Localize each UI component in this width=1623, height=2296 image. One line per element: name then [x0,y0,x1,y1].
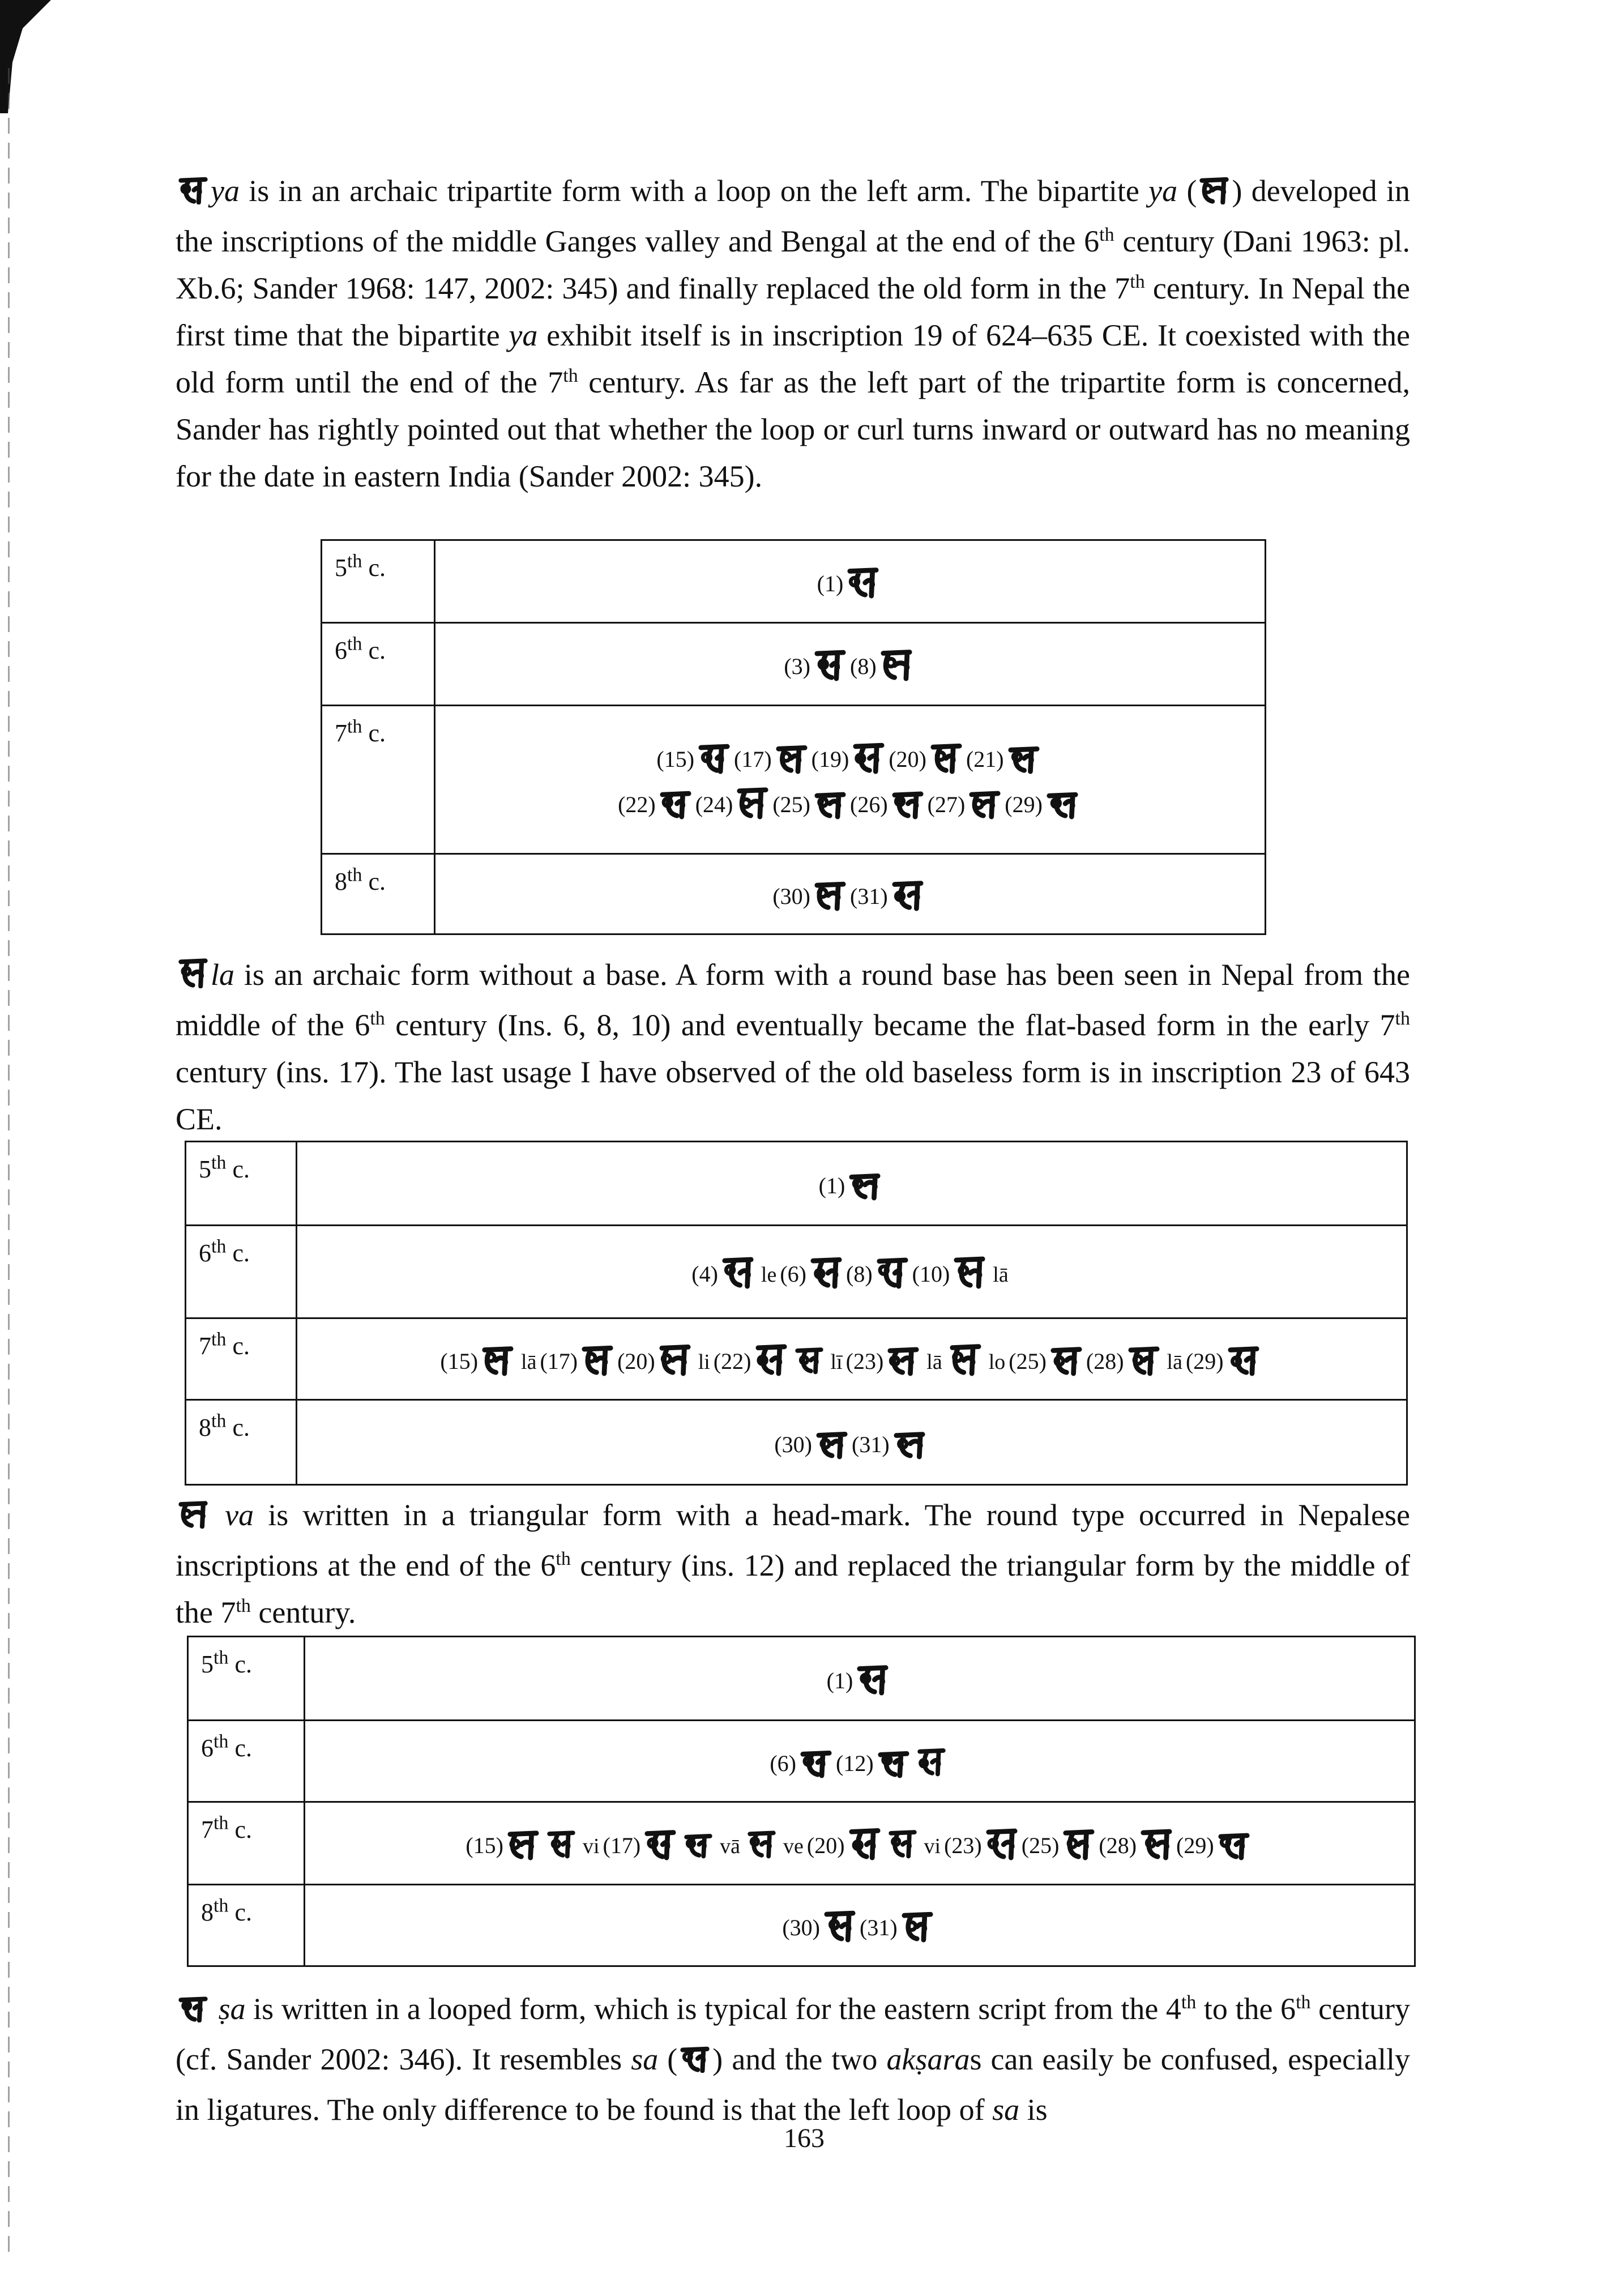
inscription-number: (30) [774,1431,812,1457]
body-text: ) and the two [712,2042,887,2076]
paragraph-va [176,1492,1410,1636]
aksara-glyph-icon [1197,171,1232,218]
table-row [322,540,1266,623]
inscription-number: (8) [850,653,877,679]
aksara-form-glyph [800,1744,832,1779]
inscription-number: (31) [850,883,888,909]
italic-term: ya [509,318,538,352]
superscript: th [211,1329,227,1350]
aksara-form-glyph [848,1166,881,1201]
aksara-form-glyph [795,1342,824,1377]
inscription-number: (19) [811,746,849,772]
body-text: century. As far as the left part of the tripartite form is concerned, Sander has rightly pointed out that whether the loop or curl turns inward or outward has no meaning for the date in eastern India (Sander 2002: 345). [176,365,1410,493]
aksara-form-glyph [1227,1342,1260,1377]
body-text: century (ins. 17). The last usage I have observed of the old baseless form is in inscription 23 of 643 CE. [176,1055,1410,1136]
inscription-number: (15) [465,1832,503,1858]
superscript: th [1130,271,1145,292]
aksara-form-glyph [856,1661,889,1696]
century-number: 7 [199,1332,211,1360]
century-suffix: c. [362,868,386,895]
vowel-form-label: lī [830,1350,843,1374]
inscription-number: (25) [772,791,810,817]
aksara-glyph-shape [176,174,211,204]
aksara-form-glyph [985,1826,1018,1861]
aksara-form-glyph [698,740,731,775]
century-suffix: c. [226,1155,250,1183]
inscription-number: (30) [782,1914,820,1940]
aksara-form-glyph [814,785,847,820]
forms-line [435,647,1265,682]
vowel-form-label: ve [783,1834,804,1858]
aksara-form-glyph [659,785,692,820]
century-cell [186,1400,297,1485]
aksara-glyph-shape [1197,174,1232,204]
aksara-form-glyph [823,1908,856,1943]
inscription-number: (31) [860,1914,898,1940]
aksara-form-glyph [1062,1826,1095,1861]
aksara-glyph-shape [176,1498,211,1529]
table-la-evolution [185,1141,1408,1486]
scan-edge-line [8,68,10,2254]
inscription-number: (29) [1176,1832,1214,1858]
century-number: 7 [335,719,347,747]
century-cell [186,1142,297,1226]
table-va-evolution [187,1636,1416,1967]
superscript: th [347,550,362,572]
inscription-number: (6) [780,1261,806,1287]
aksara-form-glyph [814,877,847,912]
aksara-form-glyph [917,1744,946,1779]
forms-cell [297,1400,1407,1485]
forms-cell [435,706,1266,854]
body-text [211,1992,219,2026]
aksara-form-glyph [930,740,963,775]
aksara-glyph-icon [176,1989,211,2036]
aksara-form-glyph [481,1342,514,1377]
century-number: 7 [201,1816,213,1843]
body-text: ( [658,2042,678,2076]
paragraph-sha [176,1986,1410,2133]
aksara-form-glyph [810,1254,843,1290]
inscription-number: (22) [618,791,656,817]
century-cell [322,623,435,706]
century-suffix: c. [226,1332,250,1360]
inscription-number: (31) [852,1431,890,1457]
body-text: century (ins. 12) and replaced the triangular form by the middle of the 7 [176,1548,1410,1629]
aksara-form-glyph [659,1342,691,1377]
forms-cell [305,1885,1415,1966]
aksara-glyph-shape [176,1992,211,2022]
vowel-form-label: lā [993,1262,1009,1287]
century-number: 6 [199,1239,211,1267]
inscription-number: (24) [695,791,733,817]
aksara-form-glyph [968,785,1001,820]
century-number: 5 [199,1155,211,1183]
forms-line [435,564,1265,599]
italic-term: sa [631,2042,659,2076]
aksara-form-glyph [1046,785,1079,820]
paragraph-la [176,951,1410,1143]
table-row [186,1400,1407,1485]
body-text: exhibit itself is in inscription 19 of 624–635 CE. It coexisted with the old form until the end of the 7 [176,318,1410,399]
aksara-form-glyph [901,1908,934,1943]
superscript: th [563,365,578,386]
century-number: 8 [201,1898,213,1926]
table-row [186,1142,1407,1226]
body-text: is written in a looped form, which is typical for the eastern script from the 4 [245,1992,1181,2026]
table-row [188,1802,1415,1885]
century-cell [186,1318,297,1400]
forms-cell [297,1226,1407,1318]
vowel-form-label: lo [988,1350,1006,1374]
superscript: th [1099,224,1114,245]
century-cell [188,1721,305,1802]
superscript: th [213,1895,229,1917]
inscription-number: (20) [617,1348,655,1374]
inscription-number: (25) [1009,1348,1047,1374]
forms-cell [435,623,1266,706]
aksara-form-glyph [893,1425,926,1460]
forms-line [435,785,1265,820]
aksara-form-glyph [775,740,808,775]
aksara-form-glyph [847,564,879,599]
italic-term: ya [1148,174,1178,208]
aksara-glyph-icon [176,171,211,218]
aksara-form-glyph [891,785,924,820]
vowel-form-label: li [698,1350,710,1374]
superscript: th [347,864,362,886]
inscription-number: (28) [1099,1832,1137,1858]
inscription-number: (1) [817,570,844,596]
inscription-number: (23) [845,1348,884,1374]
table-row [188,1885,1415,1966]
aksara-form-glyph [721,1254,754,1290]
superscript: th [236,1595,251,1616]
inscription-number: (12) [836,1750,874,1776]
century-suffix: c. [362,719,386,747]
forms-line [435,877,1265,912]
inscription-number: (17) [603,1832,641,1858]
forms-cell [297,1318,1407,1400]
inscription-number: (20) [889,746,926,772]
page-number: 163 [784,2123,825,2153]
aksara-form-glyph [953,1254,986,1290]
superscript: th [1181,1992,1197,2013]
century-suffix: c. [228,1816,252,1843]
inscription-number: (22) [713,1348,751,1374]
superscript: th [556,1548,571,1569]
body-text: is [1019,2093,1048,2127]
aksara-form-glyph [684,1826,713,1861]
aksara-form-glyph [507,1826,540,1861]
italic-term: ṣa [218,1992,246,2026]
aksara-form-glyph [1127,1342,1160,1377]
century-number: 8 [335,868,347,895]
superscript: th [211,1410,227,1432]
italic-term: ya [211,174,240,208]
aksara-form-glyph [876,1254,909,1290]
inscription-number: (1) [826,1667,853,1693]
body-text: ( [1177,174,1197,208]
century-suffix: c. [226,1239,250,1267]
superscript: th [211,1152,227,1173]
inscription-number: (23) [944,1832,982,1858]
forms-cell [435,854,1266,934]
table-ya-evolution [321,539,1266,935]
body-text: is an archaic form without a base. A form with a round base has been seen in Nepal from the middle of the 6 [176,958,1410,1042]
body-text: century. [250,1595,356,1629]
inscription-number: (27) [927,791,966,817]
aksara-form-glyph [1140,1826,1173,1861]
body-text [211,1498,225,1532]
inscription-number: (10) [912,1261,950,1287]
forms-line [435,740,1265,775]
aksara-form-glyph [1007,740,1040,775]
vowel-form-label: lā [1167,1350,1182,1374]
aksara-form-glyph [852,740,885,775]
aksara-form-glyph [1218,1826,1250,1861]
superscript: th [213,1731,229,1752]
aksara-glyph-shape [176,958,211,988]
forms-line [297,1254,1406,1290]
paragraph-ya [176,168,1410,500]
forms-line [297,1166,1406,1201]
century-number: 6 [201,1734,213,1762]
century-suffix: c. [362,637,386,664]
table-row [322,854,1266,934]
body-text: century. In Nepal the first time that the bipartite [176,271,1410,352]
table-row [186,1226,1407,1318]
aksara-form-glyph [755,1342,788,1377]
inscription-number: (28) [1086,1348,1124,1374]
century-suffix: c. [228,1650,252,1678]
vowel-form-label: lā [521,1350,537,1374]
inscription-number: (15) [440,1348,479,1374]
century-suffix: c. [228,1734,252,1762]
forms-line [297,1425,1406,1460]
forms-line [297,1342,1406,1377]
inscription-number: (29) [1005,791,1043,817]
inscription-number: (20) [806,1832,845,1858]
aksara-form-glyph [1050,1342,1083,1377]
aksara-form-glyph [747,1826,776,1861]
aksara-form-glyph [949,1342,982,1377]
body-text: is written in a triangular form with a head-mark. The round type occurred in Nepalese inscriptions at the end of the 6 [176,1498,1410,1582]
inscription-number: (3) [784,653,810,679]
superscript: th [1395,1008,1410,1029]
inscription-number: (25) [1021,1832,1060,1858]
italic-term: akṣara [886,2042,970,2076]
inscription-number: (15) [656,746,695,772]
vowel-form-label: vi [582,1834,600,1858]
century-cell [186,1226,297,1318]
aksara-form-glyph [887,1342,920,1377]
table-row [322,623,1266,706]
superscript: th [370,1008,385,1029]
inscription-number: (1) [818,1172,845,1198]
body-text: to the 6 [1196,1992,1296,2026]
century-suffix: c. [228,1898,252,1926]
vowel-form-label: vā [720,1834,741,1858]
forms-line [305,1661,1414,1696]
forms-cell [305,1802,1415,1885]
inscription-number: (29) [1185,1348,1224,1374]
body-text: century (Ins. 6, 8, 10) and eventually became the flat-based form in the early 7 [385,1008,1395,1042]
century-cell [188,1802,305,1885]
body-text: century (Dani 1963: pl. Xb.6; Sander 1968: 147, 2002: 345) and finally replaced the old form in the 7 [176,224,1410,305]
aksara-glyph-icon [677,2039,712,2086]
century-number: 5 [201,1650,213,1678]
superscript: th [1296,1992,1311,2013]
inscription-number: (17) [734,746,772,772]
forms-cell [305,1637,1415,1721]
century-cell [188,1637,305,1721]
aksara-form-glyph [644,1826,677,1861]
aksara-form-glyph [848,1826,881,1861]
aksara-form-glyph [546,1826,576,1861]
aksara-form-glyph [877,1744,910,1779]
superscript: th [347,633,362,655]
aksara-form-glyph [891,877,924,912]
body-text: ) developed in the inscriptions of the middle Ganges valley and Bengal at the end of the 6 [176,174,1410,258]
forms-line [305,1826,1414,1861]
aksara-form-glyph [888,1826,917,1861]
century-cell [322,854,435,934]
inscription-number: (21) [966,746,1004,772]
century-number: 5 [335,554,347,582]
italic-term: sa [992,2093,1020,2127]
inscription-number: (8) [846,1261,873,1287]
aksara-glyph-icon [176,955,211,1002]
inscription-number: (6) [770,1750,796,1776]
century-cell [322,540,435,623]
inscription-number: (17) [540,1348,578,1374]
aksara-glyph-shape [677,2042,712,2073]
superscript: th [347,716,362,737]
table-row [322,706,1266,854]
body-text: is in an archaic tripartite form with a loop on the left arm. The bipartite [239,174,1149,208]
century-number: 8 [199,1414,211,1441]
forms-cell [297,1142,1407,1226]
vowel-form-label: vi [924,1834,941,1858]
forms-cell [435,540,1266,623]
century-cell [322,706,435,854]
body-text: century (cf. Sander 2002: 346). It resembles [176,1992,1411,2076]
table-row [186,1318,1407,1400]
inscription-number: (4) [691,1261,718,1287]
century-cell [188,1885,305,1966]
inscription-number: (30) [772,883,810,909]
superscript: th [211,1236,227,1257]
vowel-form-label: le [761,1262,777,1287]
forms-line [305,1744,1414,1779]
aksara-form-glyph [581,1342,614,1377]
century-suffix: c. [226,1414,250,1441]
inscription-number: (26) [850,791,888,817]
century-suffix: c. [362,554,386,582]
aksara-form-glyph [736,785,769,820]
table-row [188,1637,1415,1721]
aksara-glyph-icon [176,1495,211,1542]
body-text: s can easily be confused, especially in ligatures. The only difference to be found is that the left loop of [176,2042,1411,2127]
century-number: 6 [335,637,347,664]
table-row [188,1721,1415,1802]
forms-cell [305,1721,1415,1802]
aksara-form-glyph [815,1425,848,1460]
forms-line [305,1908,1414,1943]
italic-term: va [225,1498,254,1532]
italic-term: la [211,958,235,992]
aksara-form-glyph [880,647,913,682]
aksara-form-glyph [814,647,847,682]
superscript: th [213,1812,229,1834]
vowel-form-label: lā [926,1350,942,1374]
superscript: th [213,1647,229,1668]
